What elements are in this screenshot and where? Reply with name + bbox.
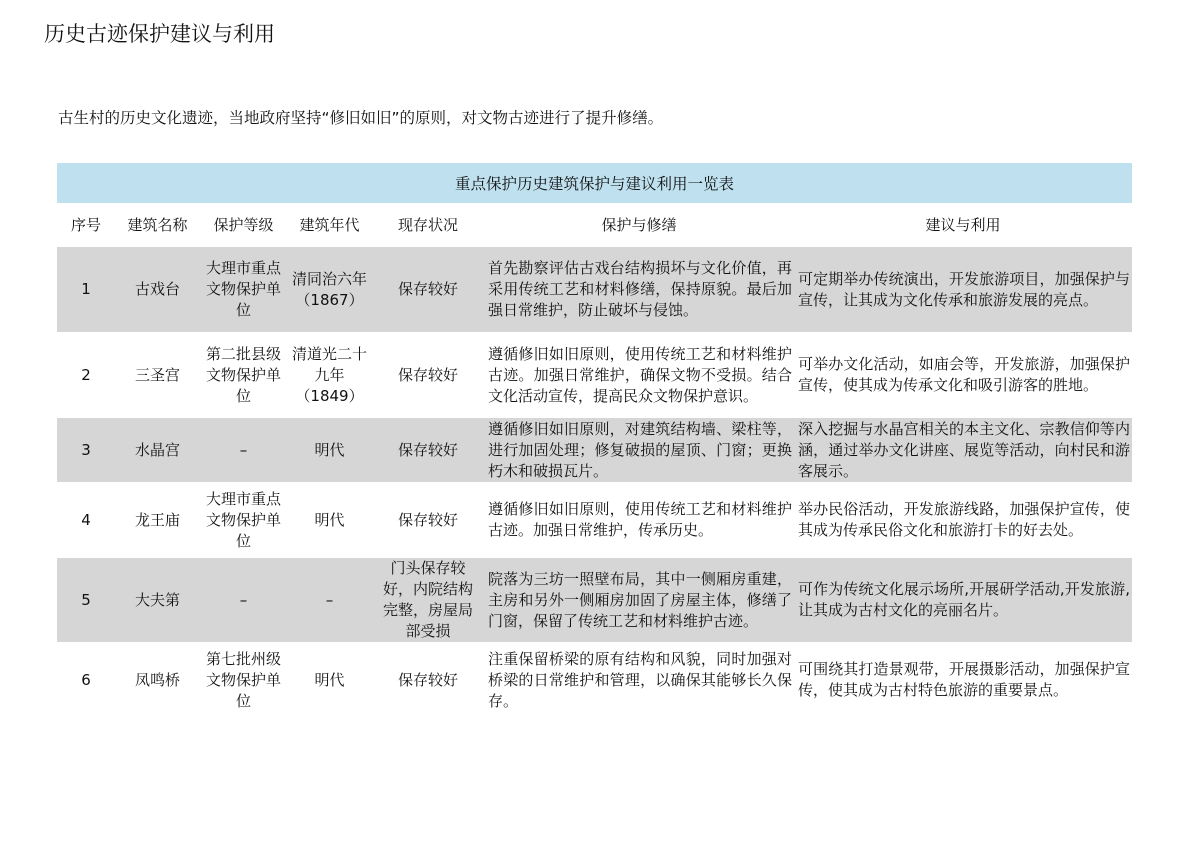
cell-era: 明代 [287,418,372,482]
cell-status: 保存较好 [372,482,484,558]
cell-status: 保存较好 [372,247,484,332]
table-row [57,247,1132,332]
cell-repair: 遵循修旧如旧原则，使用传统工艺和材料维护古迹。加强日常维护，确保文物不受损。结合文化活动宣传，提高民众文物保护意识。 [484,332,794,418]
header-name: 建筑名称 [115,203,200,247]
cell-no: 1 [57,247,115,332]
table-caption: 重点保护历史建筑保护与建议利用一览表 [57,163,1132,203]
header-repair: 保护与修缮 [484,203,794,247]
cell-level: – [200,558,287,642]
intro-text: 古生村的历史文化遗迹，当地政府坚持“修旧如旧”的原则，对文物古迹进行了提升修缮。 [58,109,664,127]
cell-name: 龙王庙 [115,482,200,558]
cell-name: 大夫第 [115,558,200,642]
cell-no: 4 [57,482,115,558]
page-title: 历史古迹保护建议与利用 [44,22,275,46]
cell-no: 6 [57,642,115,718]
cell-status: 保存较好 [372,332,484,418]
cell-repair: 首先勘察评估古戏台结构损坏与文化价值，再采用传统工艺和材料修缮，保持原貌。最后加强日常维护，防止破坏与侵蚀。 [484,247,794,332]
cell-repair: 院落为三坊一照壁布局，其中一侧厢房重建，主房和另外一侧厢房加固了房屋主体，修缮了门窗，保留了传统工艺和材料维护古迹。 [484,558,794,642]
cell-name: 古戏台 [115,247,200,332]
header-era: 建筑年代 [287,203,372,247]
cell-era: 明代 [287,642,372,718]
header-use: 建议与利用 [794,203,1132,247]
cell-no: 5 [57,558,115,642]
cell-level: – [200,418,287,482]
cell-level: 第二批县级文物保护单位 [200,332,287,418]
cell-level: 大理市重点文物保护单位 [200,482,287,558]
heritage-table [57,163,1132,718]
cell-status: 保存较好 [372,642,484,718]
header-no: 序号 [57,203,115,247]
cell-era: 明代 [287,482,372,558]
cell-level: 第七批州级文物保护单位 [200,642,287,718]
cell-level: 大理市重点文物保护单位 [200,247,287,332]
cell-era: 清同治六年（1867） [287,247,372,332]
cell-use: 可围绕其打造景观带，开展摄影活动，加强保护宣传，使其成为古村特色旅游的重要景点。 [794,642,1132,718]
table-row [57,558,1132,642]
table-row [57,332,1132,418]
cell-no: 3 [57,418,115,482]
header-level: 保护等级 [200,203,287,247]
cell-name: 凤鸣桥 [115,642,200,718]
table-row [57,642,1132,718]
cell-use: 深入挖掘与水晶宫相关的本主文化、宗教信仰等内涵，通过举办文化讲座、展览等活动，向村民和游客展示。 [794,418,1132,482]
cell-use: 举办民俗活动，开发旅游线路，加强保护宣传，使其成为传承民俗文化和旅游打卡的好去处。 [794,482,1132,558]
cell-use: 可定期举办传统演出，开发旅游项目，加强保护与宣传，让其成为文化传承和旅游发展的亮点。 [794,247,1132,332]
cell-repair: 遵循修旧如旧原则，对建筑结构墙、梁柱等，进行加固处理；修复破损的屋顶、门窗；更换朽木和破损瓦片。 [484,418,794,482]
heritage-grid [57,203,1132,718]
cell-status: 保存较好 [372,418,484,482]
table-row [57,482,1132,558]
cell-repair: 遵循修旧如旧原则，使用传统工艺和材料维护古迹。加强日常维护，传承历史。 [484,482,794,558]
header-status: 现存状况 [372,203,484,247]
cell-era: 清道光二十九年（1849） [287,332,372,418]
table-row [57,418,1132,482]
cell-use: 可举办文化活动，如庙会等，开发旅游，加强保护宣传，使其成为传承文化和吸引游客的胜地。 [794,332,1132,418]
cell-repair: 注重保留桥梁的原有结构和风貌，同时加强对桥梁的日常维护和管理，以确保其能够长久保存。 [484,642,794,718]
cell-use: 可作为传统文化展示场所,开展研学活动,开发旅游,让其成为古村文化的亮丽名片。 [794,558,1132,642]
table-header-row [57,203,1132,247]
cell-status: 门头保存较好，内院结构完整，房屋局部受损 [372,558,484,642]
cell-name: 水晶宫 [115,418,200,482]
cell-era: – [287,558,372,642]
cell-name: 三圣宫 [115,332,200,418]
cell-no: 2 [57,332,115,418]
